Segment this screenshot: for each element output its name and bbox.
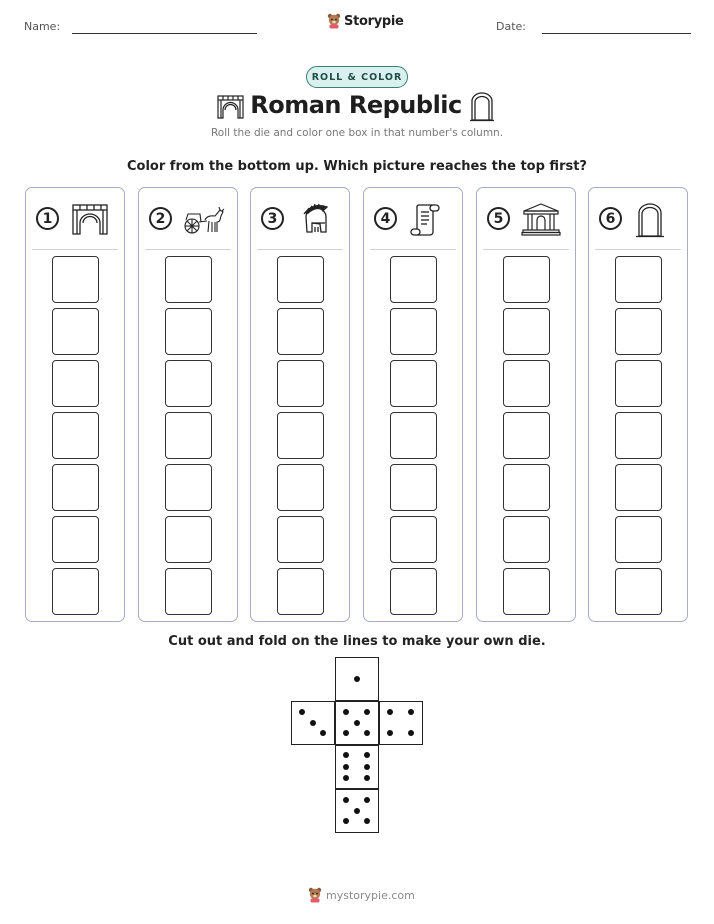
column-divider	[483, 249, 569, 250]
die-pip	[408, 709, 414, 715]
die-face	[379, 701, 423, 745]
die-pip	[354, 808, 360, 814]
column-header	[599, 200, 679, 240]
die-pip	[343, 764, 349, 770]
die-pip	[364, 730, 370, 736]
die-pip	[343, 775, 349, 781]
helmet-icon	[295, 202, 335, 236]
date-line	[542, 33, 691, 34]
color-box[interactable]	[390, 308, 437, 355]
column-3	[250, 187, 350, 622]
column-header	[36, 200, 116, 240]
column-number: 1	[36, 207, 59, 230]
name-line	[72, 33, 257, 34]
die-face	[335, 701, 379, 745]
color-box[interactable]	[52, 516, 99, 563]
die-pip	[364, 764, 370, 770]
color-box[interactable]	[165, 412, 212, 459]
color-box[interactable]	[503, 360, 550, 407]
column-divider	[370, 249, 456, 250]
color-box[interactable]	[615, 308, 662, 355]
column-header	[487, 200, 567, 240]
color-box[interactable]	[503, 256, 550, 303]
color-box[interactable]	[52, 256, 99, 303]
color-box[interactable]	[165, 308, 212, 355]
die-face	[335, 657, 379, 701]
die-pip	[408, 730, 414, 736]
name-label: Name:	[24, 20, 61, 33]
cut-instruction: Cut out and fold on the lines to make your own die.	[168, 634, 546, 649]
page-title: Roman Republic	[250, 91, 462, 119]
color-box[interactable]	[503, 568, 550, 615]
die-pip	[299, 709, 305, 715]
die-face	[335, 745, 379, 789]
color-box[interactable]	[390, 464, 437, 511]
column-divider	[595, 249, 681, 250]
color-box[interactable]	[52, 360, 99, 407]
die-pip	[310, 720, 316, 726]
color-box[interactable]	[390, 360, 437, 407]
color-box[interactable]	[52, 464, 99, 511]
color-box[interactable]	[277, 256, 324, 303]
color-box[interactable]	[165, 360, 212, 407]
color-box[interactable]	[390, 412, 437, 459]
color-box[interactable]	[277, 412, 324, 459]
die-pip	[364, 752, 370, 758]
color-box[interactable]	[277, 360, 324, 407]
column-5	[476, 187, 576, 622]
brand-logo	[327, 13, 404, 29]
color-box[interactable]	[615, 256, 662, 303]
color-box[interactable]	[390, 568, 437, 615]
column-number: 3	[261, 207, 284, 230]
color-box[interactable]	[390, 516, 437, 563]
color-box[interactable]	[503, 412, 550, 459]
subtitle: Roll the die and color one box in that number's column.	[210, 127, 504, 139]
chariot-icon	[183, 202, 223, 236]
color-box[interactable]	[615, 568, 662, 615]
die-pip	[364, 797, 370, 803]
die-pip	[320, 730, 326, 736]
date-label: Date:	[496, 20, 526, 33]
color-box[interactable]	[165, 464, 212, 511]
column-1	[25, 187, 125, 622]
color-box[interactable]	[277, 516, 324, 563]
column-4	[363, 187, 463, 622]
color-box[interactable]	[165, 516, 212, 563]
bear-logo-icon	[327, 13, 341, 29]
title-row	[0, 90, 714, 126]
bear-logo-icon	[308, 887, 322, 903]
color-box[interactable]	[165, 568, 212, 615]
column-number: 2	[149, 207, 172, 230]
die-pip	[343, 818, 349, 824]
color-box[interactable]	[503, 464, 550, 511]
die-pip	[354, 676, 360, 682]
column-divider	[145, 249, 231, 250]
die-face	[335, 789, 379, 833]
column-6	[588, 187, 688, 622]
color-box[interactable]	[277, 464, 324, 511]
instruction: Color from the bottom up. Which picture reaches the top first?	[127, 159, 587, 174]
column-divider	[32, 249, 118, 250]
color-box[interactable]	[503, 516, 550, 563]
color-box[interactable]	[52, 308, 99, 355]
die-pip	[343, 709, 349, 715]
footer	[308, 887, 415, 903]
die-pip	[364, 775, 370, 781]
die-pip	[387, 730, 393, 736]
color-box[interactable]	[615, 360, 662, 407]
brand-name: Storypie	[344, 13, 404, 29]
tablet-icon	[633, 202, 673, 236]
die-pip	[343, 730, 349, 736]
column-2	[138, 187, 238, 622]
die-pip	[364, 709, 370, 715]
color-box[interactable]	[390, 256, 437, 303]
column-header	[261, 200, 341, 240]
tablet-icon	[469, 92, 495, 122]
color-box[interactable]	[277, 308, 324, 355]
column-number: 5	[487, 207, 510, 230]
arch-icon	[70, 202, 110, 236]
color-box[interactable]	[503, 308, 550, 355]
die-pip	[343, 797, 349, 803]
color-box[interactable]	[615, 516, 662, 563]
color-box[interactable]	[615, 412, 662, 459]
column-divider	[257, 249, 343, 250]
footer-url[interactable]: mystorypie.com	[326, 888, 415, 902]
color-box[interactable]	[277, 568, 324, 615]
die-face	[291, 701, 335, 745]
die-pip	[364, 818, 370, 824]
color-box[interactable]	[615, 464, 662, 511]
arch-icon	[217, 95, 244, 119]
color-box[interactable]	[165, 256, 212, 303]
die-pip	[343, 752, 349, 758]
column-number: 6	[599, 207, 622, 230]
column-header	[149, 200, 229, 240]
color-box[interactable]	[52, 412, 99, 459]
die-pip	[354, 720, 360, 726]
color-box[interactable]	[52, 568, 99, 615]
activity-badge: ROLL & COLOR	[306, 66, 408, 88]
column-header	[374, 200, 454, 240]
column-number: 4	[374, 207, 397, 230]
die-pip	[387, 709, 393, 715]
temple-icon	[521, 202, 561, 236]
scroll-icon	[408, 202, 448, 236]
